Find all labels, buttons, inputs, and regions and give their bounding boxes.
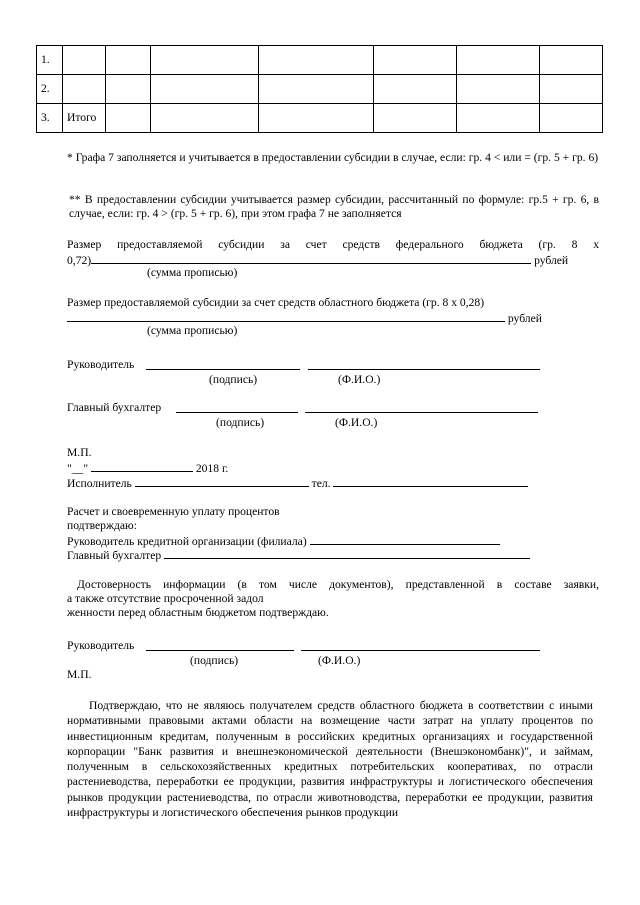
table-cell xyxy=(540,46,603,75)
federal-amount-field[interactable] xyxy=(91,252,531,264)
table-cell xyxy=(106,104,151,133)
table-cell xyxy=(540,75,603,104)
table-row xyxy=(37,75,603,104)
stamp-label: М.П. xyxy=(67,446,92,459)
date-line xyxy=(67,460,228,476)
stamp-label: М.П. xyxy=(67,668,92,681)
bank-head-label: Руководитель кредитной организации (филиала) xyxy=(67,535,307,548)
table-row xyxy=(37,46,603,75)
federal-subsidy xyxy=(67,238,599,280)
table-cell xyxy=(151,75,259,104)
reliability-text: Достоверность информации (в том числе документов), представленной в составе заявки, xyxy=(77,578,599,591)
footnote-1: * Графа 7 заполняется и учитывается в предоставлении субсидии в случае, если: гр. 4 < или = (гр. 5 + гр. 6) xyxy=(67,151,599,164)
executor-line xyxy=(67,475,528,491)
signature-field[interactable] xyxy=(176,401,298,413)
signature-caption: (подпись) xyxy=(190,654,239,667)
name-field[interactable] xyxy=(308,358,540,370)
signature-accountant-label: Главный бухгалтер xyxy=(67,401,162,414)
table-cell xyxy=(457,46,540,75)
table-row xyxy=(37,104,603,133)
table-cell xyxy=(106,75,151,104)
name-caption: (Ф.И.О.) xyxy=(318,654,361,667)
table-cell xyxy=(457,75,540,104)
table-cell xyxy=(259,104,374,133)
table-cell xyxy=(63,46,106,75)
row-number: 2. xyxy=(37,75,63,104)
table-cell xyxy=(151,104,259,133)
table-cell xyxy=(374,46,457,75)
reliability-text: а также отсутствие просроченной задол xyxy=(67,592,264,605)
table-cell: Итого xyxy=(63,104,106,133)
confirmation-text: Расчет и своевременную уплату процентов xyxy=(67,505,280,518)
table-cell xyxy=(151,46,259,75)
footnote-2: ** В предоставлении субсидии учитывается размер субсидии, рассчитанный по формуле: гр.5 + гр. 6, в случае, если: гр. 4 > (гр. 5 + гр. 6), при этом графа 7 не заполняется xyxy=(69,193,599,220)
signature-caption: (подпись) xyxy=(209,373,258,386)
date-field[interactable] xyxy=(91,460,193,472)
regional-subsidy-line: Размер предоставляемой субсидии за счет средств областного бюджета (гр. 8 х 0,28) xyxy=(67,296,485,309)
name-field[interactable] xyxy=(305,401,538,413)
federal-subsidy-prefix: 0,72) xyxy=(67,254,92,267)
table-cell xyxy=(540,104,603,133)
bank-accountant-field[interactable] xyxy=(164,547,530,559)
confirmation-text: подтверждаю: xyxy=(67,519,137,532)
subsidy-table xyxy=(36,45,603,133)
date-day: "__" xyxy=(67,462,89,475)
final-statement: Подтверждаю, что не являюсь получателем средств областного бюджета в соответствии с иными нормативными правовыми актами области на возмещение части затрат на уплату процентов по инвестиционным кредитам, полученным в российских кредитных организациях и государственной корпорации "Банк развития и внешнеэкономической деятельности (Внешэкономбанк)", и займам, полученным в сельскохозяйственных кредитных потребительских кооперативах, по отрасли растениеводства, переработки ее продукции, развития инфраструктуры и логистического обеспечения рынков продукции растениеводства, по отрасли животноводства, переработки ее продукции, развития инфраструктуры и логистического обеспечения рынков продукции xyxy=(67,699,593,820)
name-caption: (Ф.И.О.) xyxy=(335,416,378,429)
executor-label: Исполнитель xyxy=(67,477,132,490)
signature-head-label: Руководитель xyxy=(67,358,135,371)
regional-currency: рублей xyxy=(507,312,542,325)
regional-amount-field[interactable] xyxy=(67,310,505,322)
phone-field[interactable] xyxy=(333,475,528,487)
federal-currency: рублей xyxy=(534,254,569,267)
table-cell xyxy=(259,75,374,104)
reliability-text: женности перед областным бюджетом подтверждаю. xyxy=(67,606,329,619)
bank-head-field[interactable] xyxy=(310,533,500,545)
table-cell xyxy=(106,46,151,75)
table-cell xyxy=(259,46,374,75)
table-cell xyxy=(63,75,106,104)
row-number: 3. xyxy=(37,104,63,133)
executor-field[interactable] xyxy=(135,475,309,487)
regional-subsidy xyxy=(67,296,599,338)
name-field[interactable] xyxy=(301,639,540,651)
federal-amount-caption: (сумма прописью) xyxy=(147,266,238,279)
bank-accountant-label: Главный бухгалтер xyxy=(67,549,162,562)
date-year: 2018 г. xyxy=(195,462,229,475)
signature-field[interactable] xyxy=(146,358,300,370)
row-number: 1. xyxy=(37,46,63,75)
credit-confirmation xyxy=(67,505,599,561)
table-cell xyxy=(457,104,540,133)
federal-subsidy-line: Размер предоставляемой субсидии за счет средств федерального бюджета (гр. 8 х xyxy=(67,238,599,251)
signature-field[interactable] xyxy=(146,639,294,651)
regional-amount-caption: (сумма прописью) xyxy=(147,324,238,337)
phone-label: тел. xyxy=(311,477,331,490)
reliability-statement xyxy=(67,578,599,620)
table-cell xyxy=(374,75,457,104)
signature-head-label: Руководитель xyxy=(67,639,135,652)
table-cell xyxy=(374,104,457,133)
name-caption: (Ф.И.О.) xyxy=(338,373,381,386)
signature-caption: (подпись) xyxy=(216,416,265,429)
